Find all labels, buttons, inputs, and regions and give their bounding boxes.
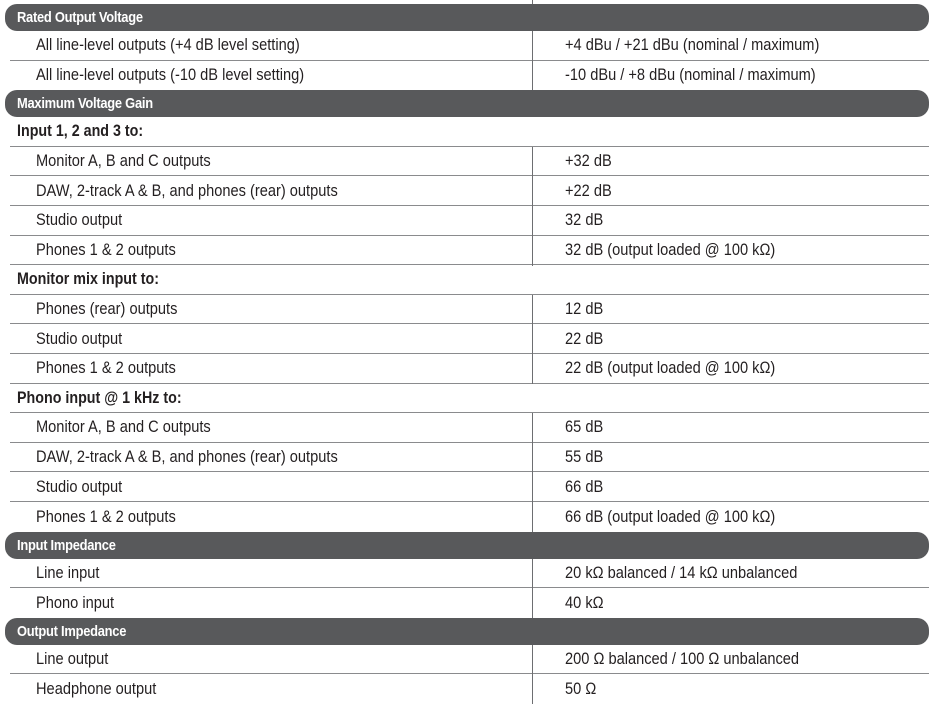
table-row xyxy=(10,559,929,589)
column-divider xyxy=(532,413,533,443)
row-value: +32 dB xyxy=(565,151,612,171)
column-divider xyxy=(532,61,533,91)
row-label: Line output xyxy=(36,648,109,668)
group-subtitle: Monitor mix input to: xyxy=(17,269,159,289)
row-value: +4 dBu / +21 dBu (nominal / maximum) xyxy=(565,35,820,55)
column-divider xyxy=(532,559,533,589)
table-row xyxy=(10,645,929,675)
column-divider xyxy=(532,472,533,502)
section-title: Rated Output Voltage xyxy=(17,9,143,26)
table-row xyxy=(10,354,929,384)
column-divider xyxy=(532,206,533,236)
table-row xyxy=(10,295,929,325)
row-value: 22 dB (output loaded @ 100 kΩ) xyxy=(565,358,776,378)
group-subtitle: Input 1, 2 and 3 to: xyxy=(17,121,144,141)
table-row xyxy=(10,31,929,61)
section-title: Input Impedance xyxy=(17,536,116,554)
row-value: 20 kΩ balanced / 14 kΩ unbalanced xyxy=(565,562,798,582)
spec-table xyxy=(0,4,933,704)
row-label: Phones 1 & 2 outputs xyxy=(36,239,176,259)
section-header-input-impedance xyxy=(5,532,929,559)
row-value: 32 dB xyxy=(565,210,604,230)
row-label: Phones 1 & 2 outputs xyxy=(36,358,176,378)
column-divider xyxy=(532,588,533,618)
table-row xyxy=(10,472,929,502)
row-value: +22 dB xyxy=(565,180,612,200)
column-divider xyxy=(532,443,533,473)
table-row xyxy=(10,147,929,177)
row-value: 66 dB (output loaded @ 100 kΩ) xyxy=(565,506,776,526)
section-header-rated-output-voltage xyxy=(5,4,929,31)
table-row xyxy=(10,236,929,266)
row-value: 12 dB xyxy=(565,299,604,319)
row-label: All line-level outputs (-10 dB level setting) xyxy=(36,65,305,85)
row-value: 200 Ω balanced / 100 Ω unbalanced xyxy=(565,648,800,668)
row-label: Phones 1 & 2 outputs xyxy=(36,506,176,526)
table-row xyxy=(10,176,929,206)
column-divider xyxy=(532,31,533,61)
table-row xyxy=(10,206,929,236)
group-subheader-input-1-2-3 xyxy=(10,117,929,147)
column-divider xyxy=(532,176,533,206)
row-label: All line-level outputs (+4 dB level setting) xyxy=(36,35,300,55)
section-title: Output Impedance xyxy=(17,622,127,640)
row-value: 65 dB xyxy=(565,417,604,437)
row-label: Monitor A, B and C outputs xyxy=(36,417,211,437)
table-row xyxy=(10,443,929,473)
group-subheader-phono-input xyxy=(10,384,929,414)
row-value: 50 Ω xyxy=(565,679,597,699)
column-divider xyxy=(532,502,533,532)
column-divider xyxy=(532,354,533,384)
row-value: 22 dB xyxy=(565,328,604,348)
row-label: Line input xyxy=(36,562,100,582)
row-value: -10 dBu / +8 dBu (nominal / maximum) xyxy=(565,65,816,85)
column-divider xyxy=(532,295,533,325)
table-row xyxy=(10,674,929,704)
row-label: Studio output xyxy=(36,476,123,496)
column-divider xyxy=(532,147,533,177)
section-title: Maximum Voltage Gain xyxy=(17,95,153,113)
group-subtitle: Phono input @ 1 kHz to: xyxy=(17,387,182,407)
row-value: 32 dB (output loaded @ 100 kΩ) xyxy=(565,239,776,259)
row-value: 40 kΩ xyxy=(565,592,604,612)
section-header-output-impedance xyxy=(5,618,929,645)
section-header-maximum-voltage-gain xyxy=(5,90,929,117)
table-row xyxy=(10,413,929,443)
row-label: Studio output xyxy=(36,328,123,348)
row-label: DAW, 2-track A & B, and phones (rear) outputs xyxy=(36,447,338,467)
column-divider xyxy=(532,236,533,266)
column-divider xyxy=(532,324,533,354)
row-label: DAW, 2-track A & B, and phones (rear) outputs xyxy=(36,180,338,200)
row-value: 55 dB xyxy=(565,447,604,467)
row-label: Headphone output xyxy=(36,679,157,699)
table-row xyxy=(10,61,929,91)
group-subheader-monitor-mix-input xyxy=(10,265,929,295)
row-label: Phones (rear) outputs xyxy=(36,299,178,319)
row-label: Phono input xyxy=(36,592,115,612)
column-divider xyxy=(532,645,533,675)
row-value: 66 dB xyxy=(565,476,604,496)
column-divider xyxy=(532,674,533,704)
table-row xyxy=(10,502,929,532)
row-label: Studio output xyxy=(36,210,123,230)
table-row xyxy=(10,588,929,618)
row-label: Monitor A, B and C outputs xyxy=(36,151,211,171)
table-row xyxy=(10,324,929,354)
